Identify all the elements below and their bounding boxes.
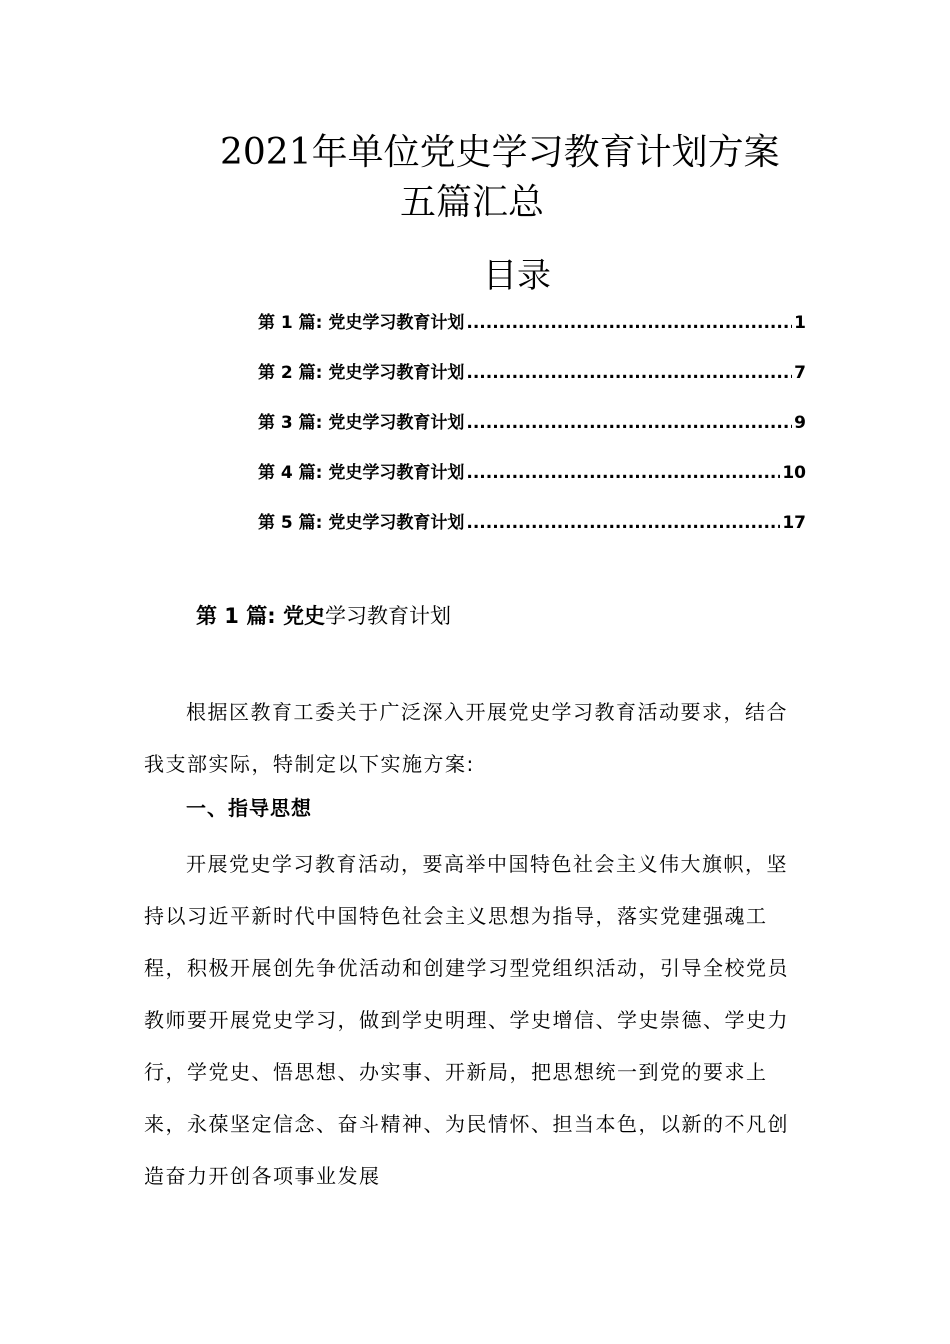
section-heading-strong: 第 1 篇: 党史 [196, 604, 325, 628]
subheading: 一、指导思想 [186, 796, 312, 820]
toc-entry[interactable] [258, 358, 806, 408]
toc-entry-page: 10 [782, 463, 806, 483]
body-paragraph: 开展党史学习教育活动，要高举中国特色社会主义伟大旗帜，坚持以习近平新时代中国特色社会主义思想为指导，落实党建强魂工程，积极开展创先争优活动和创建学习型党组织活动，引导全校党员教师要开展党史学习，做到学史明理、学史增信、学史崇德、学史力行，学党史、悟思想、办实事、开新局，把思想统一到党的要求上来，永葆坚定信念、奋斗精神、为民情怀、担当本色，以新的不凡创造奋力开创各项事业发展 [144, 852, 789, 1188]
toc-dot-leader [466, 463, 780, 483]
toc-entry[interactable] [258, 508, 806, 558]
toc-dot-leader [466, 413, 792, 433]
toc-entry-label: 第 4 篇: 党史学习教育计划 [258, 463, 465, 483]
section-heading-rest: 学习教育计划 [324, 604, 451, 628]
toc-entry-label: 第 2 篇: 党史学习教育计划 [258, 363, 465, 383]
toc-heading: 目录 [483, 256, 551, 296]
document-title [220, 128, 820, 228]
document-title-line2: 五篇汇总 [400, 182, 545, 223]
toc-entry[interactable] [258, 458, 806, 508]
document-title-line1: 2021年单位党史学习教育计划方案 [220, 132, 780, 173]
toc-entry-page: 7 [794, 363, 806, 383]
toc-entry-page: 1 [794, 313, 806, 333]
toc-entry-label: 第 3 篇: 党史学习教育计划 [258, 413, 465, 433]
toc-entry[interactable] [258, 308, 806, 358]
body-paragraph: 根据区教育工委关于广泛深入开展党史学习教育活动要求，结合我支部实际，特制定以下实施方案: [144, 700, 788, 776]
toc-entry[interactable] [258, 408, 806, 458]
toc-entry-label: 第 1 篇: 党史学习教育计划 [258, 313, 465, 333]
toc-entry-label: 第 5 篇: 党史学习教育计划 [258, 513, 465, 533]
table-of-contents [258, 308, 806, 558]
section-heading [196, 600, 451, 630]
toc-entry-page: 17 [782, 513, 806, 533]
toc-dot-leader [466, 513, 780, 533]
toc-dot-leader [466, 363, 792, 383]
toc-dot-leader [466, 313, 792, 333]
toc-entry-page: 9 [794, 413, 806, 433]
